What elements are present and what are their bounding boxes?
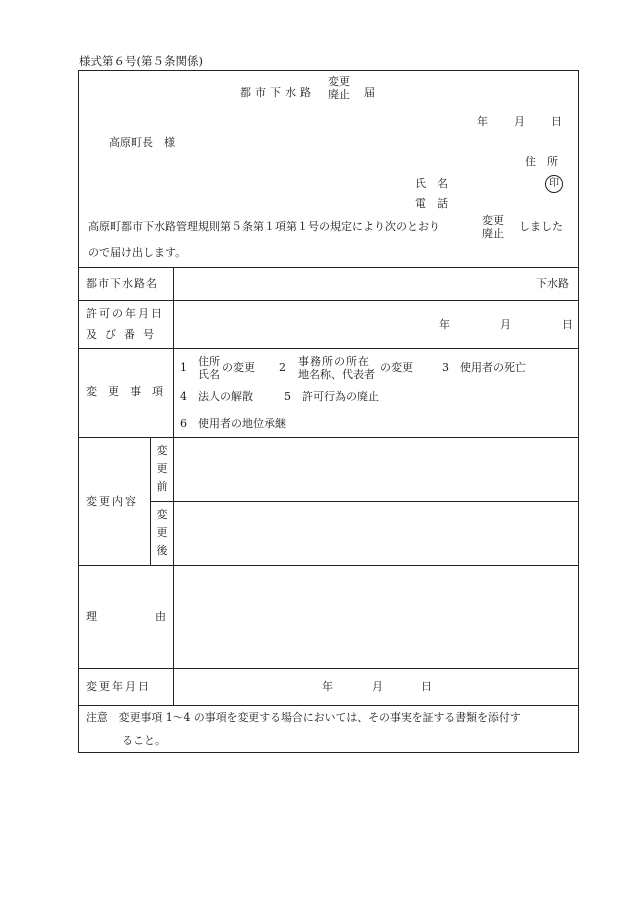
title-prefix: 都市下水路 [240,86,315,99]
before-label: 変更前 [156,444,168,493]
permit-day: 日 [562,318,573,331]
note-line1: 注意 変更事項 1～4 の事項を変更する場合においては、その事実を証する書類を添付す [86,711,521,724]
body-options [482,214,504,240]
item4: 4 法人の解散 [180,390,253,403]
item6: 6 使用者の地位承継 [180,417,286,430]
divider [78,348,579,349]
after-label: 変更後 [156,508,168,557]
date-day: 日 [551,115,562,128]
form-number-label: 様式第６号(第５条関係) [79,54,203,68]
change-year: 年 [322,680,333,693]
title-option-change: 変更 [328,75,350,88]
address-label: 住 所 [525,155,558,168]
divider [78,300,579,301]
divider [150,437,151,565]
title-suffix: 届 [364,86,375,99]
change-month: 月 [372,680,383,693]
body-text-line2: ので届け出します。 [88,246,187,259]
body-option-change: 変更 [482,214,504,227]
reason-label-right: 由 [155,610,166,623]
divider [78,668,579,669]
item1-suffix: の変更 [222,361,255,374]
change-items-label: 変更事項 [86,385,174,398]
form-frame [78,70,579,753]
permit-month: 月 [500,318,511,331]
item2-option-representative: 地名称、代表者 [298,368,375,381]
reason-label-left: 理 [86,610,97,623]
item1-option-address: 住所 [198,355,220,368]
change-day: 日 [421,680,432,693]
item2-options [298,355,375,381]
sewer-name-label: 都市下水路名 [86,277,158,290]
item1-options [198,355,220,381]
permit-label-line2: 及び番号 [86,328,162,341]
date-year: 年 [477,115,488,128]
item2-option-office: 事務所の所在 [298,355,370,368]
title-option-abolish: 廃止 [328,88,350,101]
divider [78,267,579,268]
item1-option-name: 氏名 [198,368,220,381]
divider [173,267,174,705]
seal-mark: 印 [545,175,563,193]
item2-suffix: の変更 [380,361,413,374]
date-month: 月 [514,115,525,128]
title-options [328,75,350,101]
name-label: 氏 名 [415,177,448,190]
body-option-abolish: 廃止 [482,227,504,240]
sewer-name-suffix: 下水路 [536,277,569,290]
phone-label: 電 話 [415,197,448,210]
body-text-line1-end: しました [519,220,563,233]
item2-number: 2 [279,361,286,374]
change-date-label: 変更年月日 [86,680,151,693]
divider [78,705,579,706]
divider [78,565,579,566]
item3: 3 使用者の死亡 [442,361,526,374]
permit-label-line1: 許可の年月日 [86,307,164,320]
divider [78,437,579,438]
divider [150,501,579,502]
permit-year: 年 [439,318,450,331]
item1-number: 1 [180,361,187,374]
item5: 5 許可行為の廃止 [284,390,379,403]
change-content-label: 変更内容 [86,495,138,508]
body-text-line1: 高原町都市下水路管理規則第５条第１項第１号の規定により次のとおり [88,220,440,233]
note-line2: ること。 [122,734,166,747]
addressee: 高原町長 様 [109,136,175,149]
